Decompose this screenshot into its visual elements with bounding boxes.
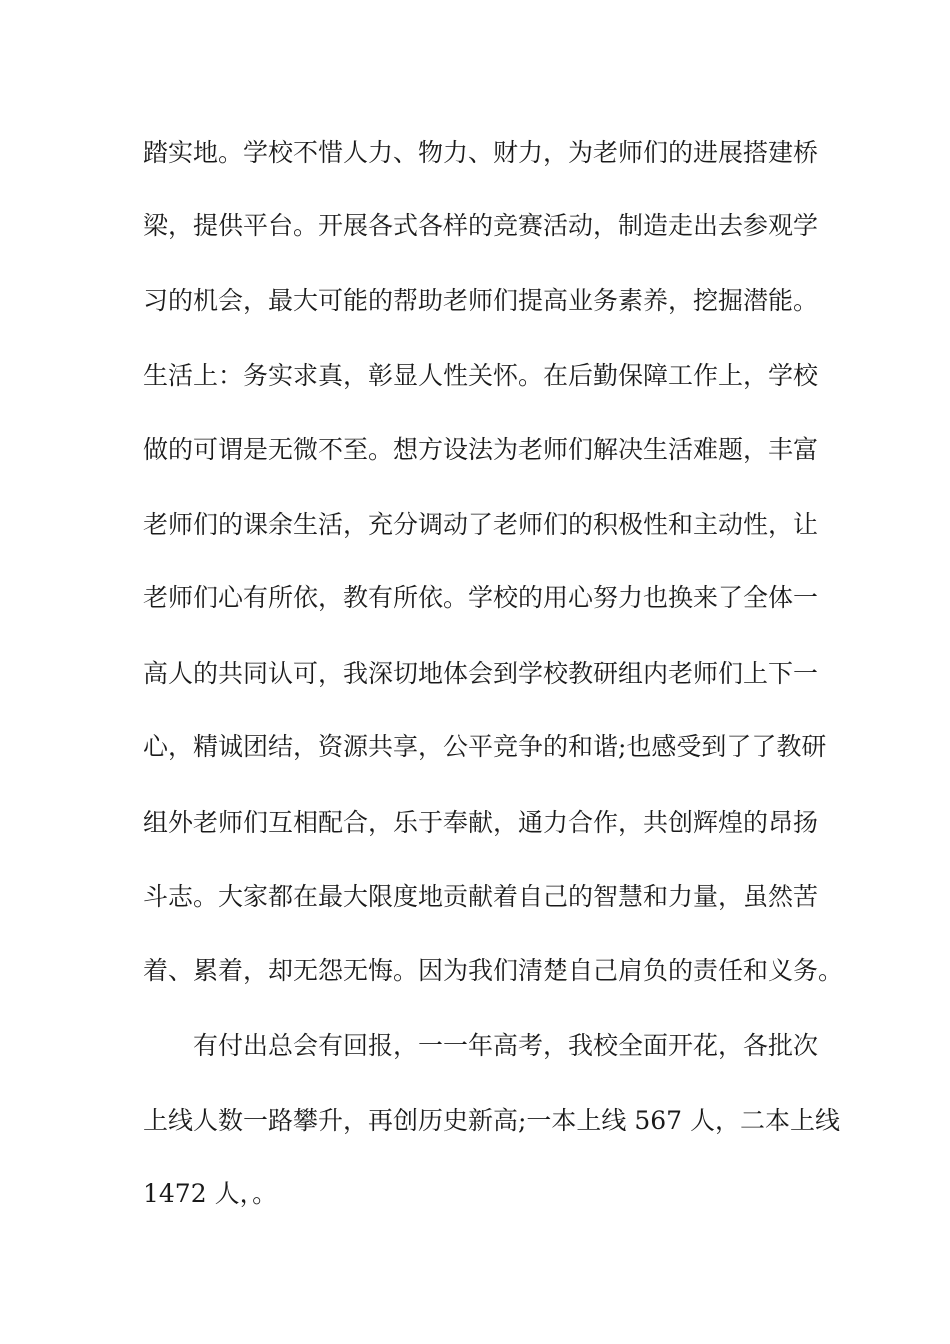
paragraph-line: 生活上：务实求真，彰显人性关怀。在后勤保障工作上，学校: [143, 361, 819, 390]
paragraph-line: 踏实地。学校不惜人力、物力、财力，为老师们的进展搭建桥: [143, 138, 819, 167]
paragraph-line: 做的可谓是无微不至。想方设法为老师们解决生活难题，丰富: [143, 435, 819, 464]
paragraph-line: 1472 人，。: [143, 1179, 278, 1208]
paragraph-line: 上线人数一路攀升，再创历史新高;一本上线 567 人，二本上线: [143, 1106, 841, 1135]
paragraph-line: 习的机会，最大可能的帮助老师们提高业务素养，挖掘潜能。: [143, 286, 819, 315]
paragraph-line: 梁，提供平台。开展各式各样的竞赛活动，制造走出去参观学: [143, 211, 819, 240]
paragraph-line: 组外老师们互相配合，乐于奉献，通力合作，共创辉煌的昂扬: [143, 808, 819, 837]
paragraph-line: 老师们心有所依，教有所依。学校的用心努力也换来了全体一: [143, 583, 819, 612]
paragraph-line: 心，精诚团结，资源共享，公平竞争的和谐;也感受到了了教研: [143, 732, 827, 761]
paragraph-first-line: 有付出总会有回报，一一年高考，我校全面开花，各批次: [193, 1031, 819, 1060]
paragraph-line: 老师们的课余生活，充分调动了老师们的积极性和主动性，让: [143, 510, 819, 539]
paragraph-line: 高人的共同认可，我深切地体会到学校教研组内老师们上下一: [143, 659, 819, 688]
paragraph-line: 斗志。大家都在最大限度地贡献着自己的智慧和力量，虽然苦: [143, 882, 819, 911]
paragraph-line: 着、累着，却无怨无悔。因为我们清楚自己肩负的责任和义务。: [143, 956, 844, 985]
